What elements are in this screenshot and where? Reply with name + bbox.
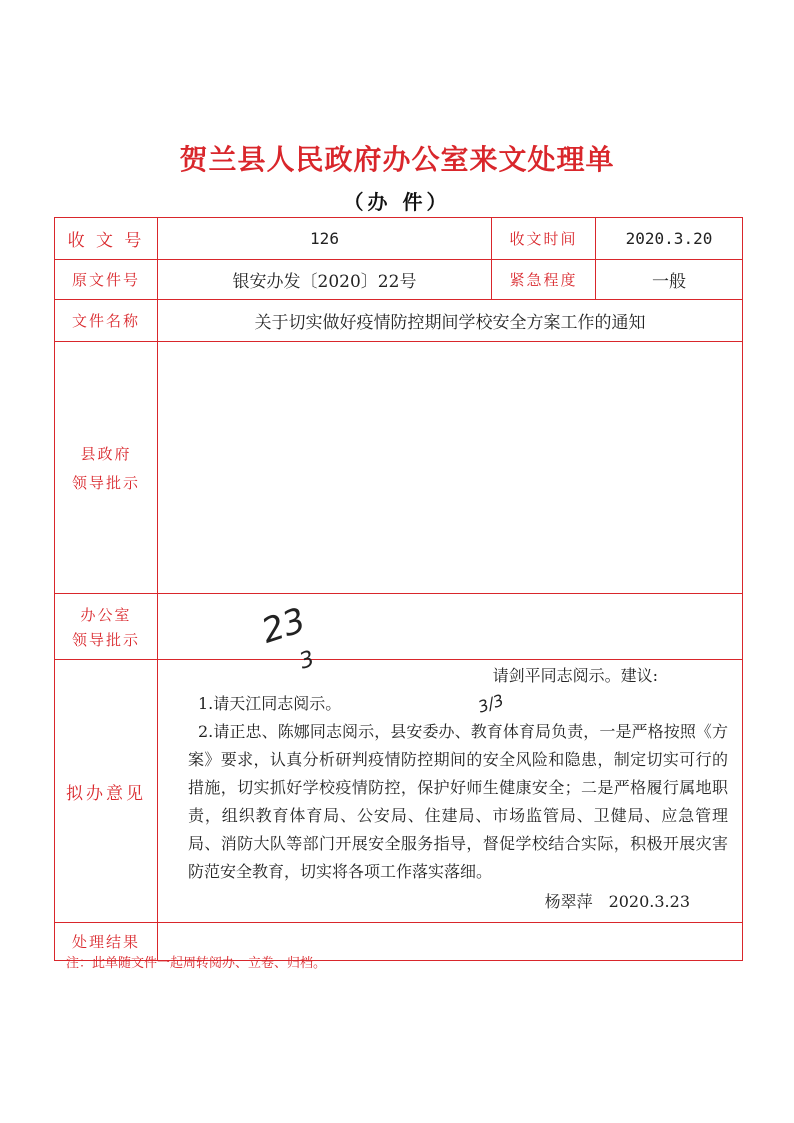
- row-opinion: [55, 660, 743, 923]
- row-receipt: [55, 218, 743, 260]
- original-no-label: 原文件号: [55, 260, 158, 300]
- county-gov-label-line1: 县政府: [80, 444, 132, 463]
- opinion-label: 拟办意见: [55, 660, 158, 923]
- opinion-text: [158, 660, 742, 922]
- result-label: 处理结果: [55, 923, 158, 961]
- original-no-value: 银安办发〔2020〕22号: [158, 260, 492, 300]
- office-instruction-area: [158, 594, 743, 660]
- row-file-name: [55, 300, 743, 342]
- urgency-label: 紧急程度: [492, 260, 596, 300]
- opinion-item-1: 1.请天江同志阅示。: [198, 694, 342, 713]
- row-county-gov: [55, 342, 743, 594]
- opinion-item-2: 2.请正忠、陈娜同志阅示，县安委办、教育体育局负责，一是严格按照《方案》要求，认真分析研判疫情防控期间的安全风险和隐患，制定切实可行的措施，切实抓好学校疫情防控，保护好师生健康安全；二是严格履行属地职责，组织教育体育局、公安局、住建局、市场监管局、卫健局、应急管理局、消防大队等部门开展安全服务指导，督促学校结合实际，积极开展灾害防范安全教育，切实将各项工作落实落细。: [188, 722, 728, 881]
- opinion-intro: 请剑平同志阅示。建议:: [492, 666, 658, 685]
- row-original: [55, 260, 743, 300]
- handwritten-mark-3: 3: [296, 646, 318, 675]
- row-office: [55, 594, 743, 660]
- opinion-signature: 杨翠萍 2020.3.23: [544, 892, 690, 911]
- processing-form-table: [54, 217, 743, 961]
- county-gov-label: [55, 342, 158, 594]
- form-title: 贺兰县人民政府办公室来文处理单: [179, 143, 615, 176]
- receipt-no-value: 126: [158, 218, 492, 260]
- receipt-time-value: 2020.3.20: [596, 218, 743, 260]
- opinion-cell: [158, 660, 743, 923]
- urgency-value: 一般: [596, 260, 743, 300]
- office-label-line1: 办公室: [80, 605, 132, 624]
- handwritten-mark-23: 23: [256, 600, 311, 652]
- receipt-time-label: 收文时间: [492, 218, 596, 260]
- file-name-value: 关于切实做好疫情防控期间学校安全方案工作的通知: [158, 300, 743, 342]
- handwritten-mark-date: 3/3: [475, 690, 507, 717]
- county-gov-instruction-area: [158, 342, 743, 594]
- form-subtitle: （办 件）: [343, 190, 451, 214]
- county-gov-label-line2: 领导批示: [71, 473, 140, 492]
- office-label: [55, 594, 158, 660]
- file-name-label: 文件名称: [55, 300, 158, 342]
- footer-note: 注：此单随文件一起周转阅办、立卷、归档。: [66, 956, 327, 971]
- office-label-line2: 领导批示: [71, 630, 140, 649]
- receipt-no-label: 收 文 号: [55, 218, 158, 260]
